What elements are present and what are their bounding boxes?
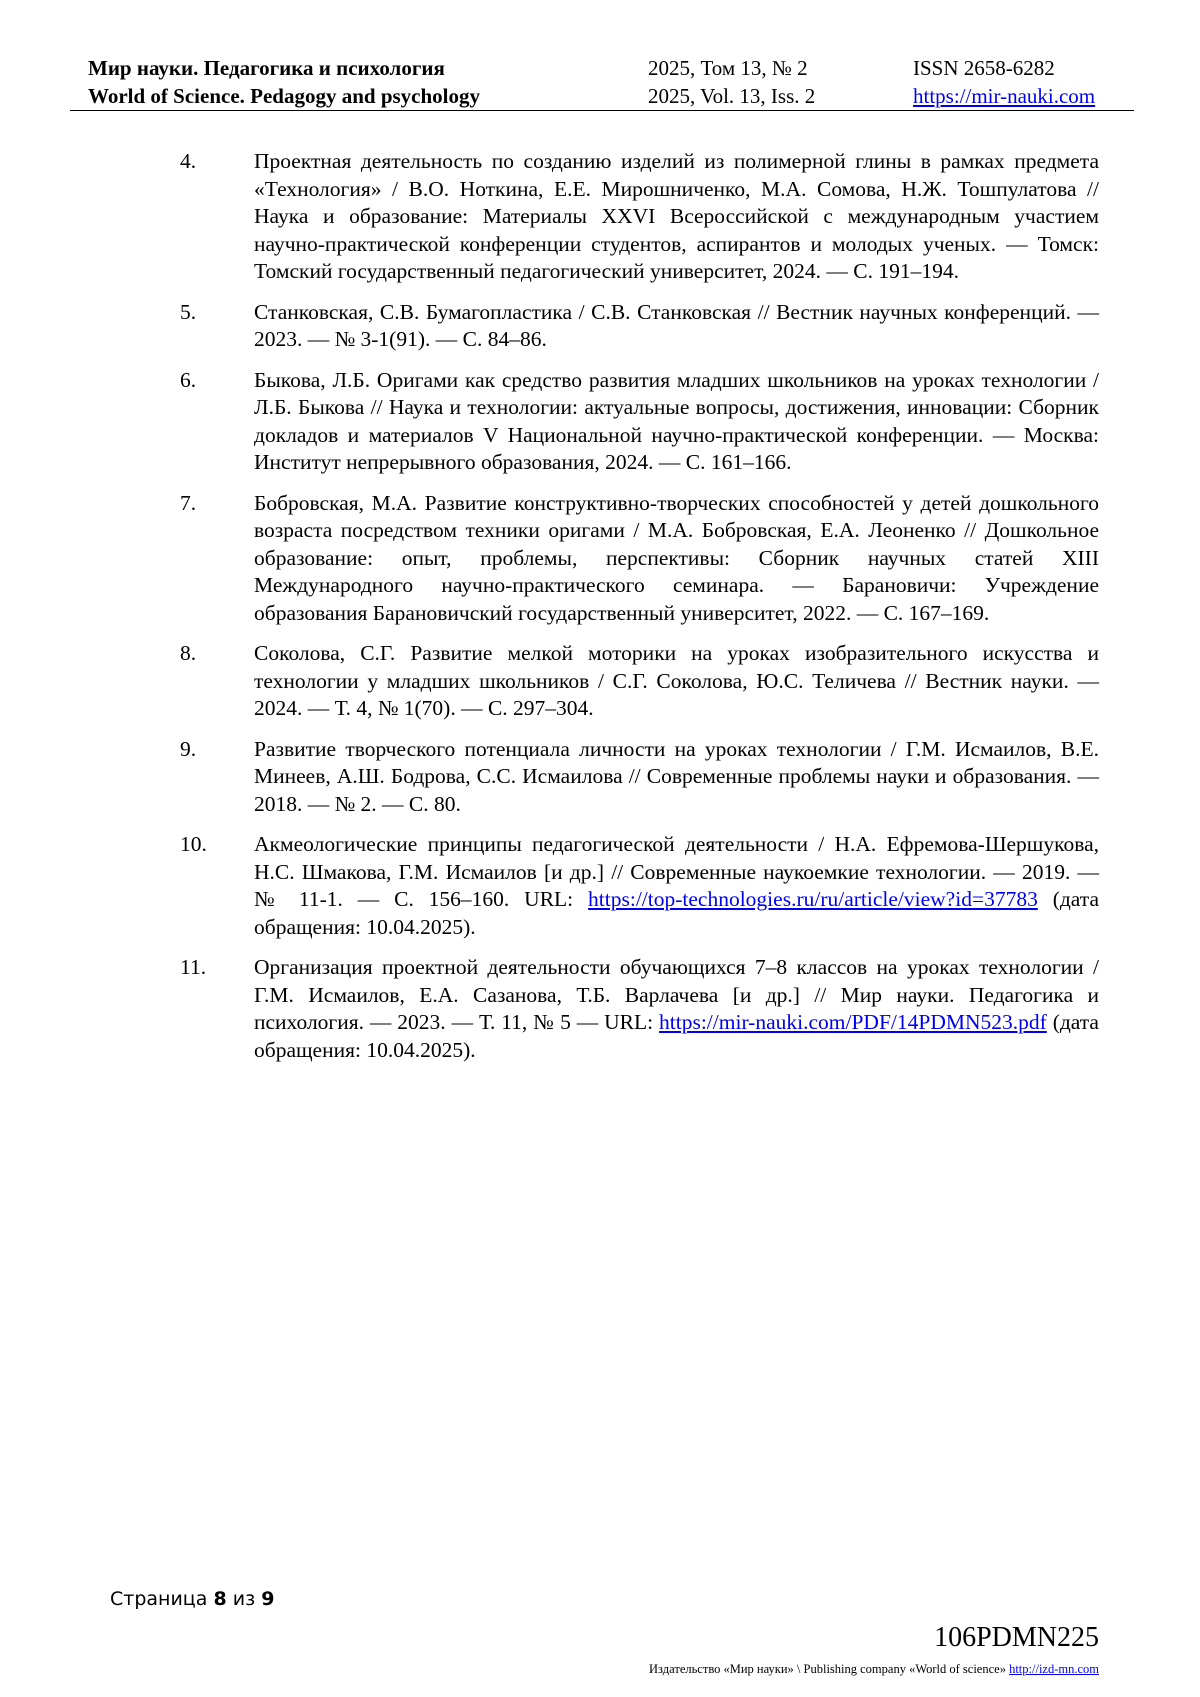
page-current: 8 [213,1588,227,1610]
reference-item [180,367,1099,477]
page-word: Страница [110,1588,208,1610]
reference-item [180,831,1099,941]
reference-text: Станковская, С.В. Бумагопластика / С.В. Станковская // Вестник научных конференций. — 2023. — № 3-1(91). — С. 84–86. [254,299,1099,351]
issn-block [913,54,1095,110]
reference-access-date: (дата обращения: 10.04.2025). [254,1010,1099,1062]
reference-item [180,954,1099,1064]
journal-title-ru: Мир науки. Педагогика и психология [88,56,445,80]
reference-item [180,148,1099,286]
reference-text: Соколова, С.Г. Развитие мелкой моторики на уроках изобразительного искусства и технологии у младших школьников / С.Г. Соколова, Ю.С. Теличева // Вестник науки. — 2024. — Т. 4, № 1(70). — С. 297–304. [254,641,1099,720]
reference-number: 6. [180,367,197,392]
running-header [70,52,1134,111]
reference-number: 8. [180,641,197,665]
reference-text: Организация проектной деятельности обучающихся 7–8 классов на уроках технологии / Г.М. Исмаилов, Е.А. Сазанова, Т.Б. Варлачева [и др.] // Мир науки. Педагогика и психология. — 2023. — Т. 11, № 5 — URL: [254,955,1099,1034]
page-counter [110,1588,274,1610]
publisher-line [649,1662,1099,1677]
reference-text: Развитие творческого потенциала личности на уроках технологии / Г.М. Исмаилов, В.Е. Минеев, А.Ш. Бодрова, С.С. Исмаилова // Современные проблемы науки и образования. — 2018. — № 2. — С. 80. [254,736,1099,816]
reference-number: 5. [180,299,197,324]
article-code: 106PDMN225 [934,1622,1099,1653]
journal-title-block [88,54,480,110]
issue-block [648,54,815,110]
reference-item [180,736,1099,819]
reference-number: 7. [180,490,197,515]
issue-en: 2025, Vol. 13, Iss. 2 [648,84,816,108]
reference-number: 11. [180,955,207,979]
journal-title-en: World of Science. Pedagogy and psychology [88,84,481,108]
reference-url-link[interactable]: https://top-technologies.ru/ru/article/view?id=37783 [588,887,1038,911]
publisher-text: Издательство «Мир науки» \ Publishing company «World of science» [649,1662,1010,1676]
page-of: из [232,1588,256,1610]
reference-text: Акмеологические принципы педагогической деятельности / Н.А. Ефремова-Шершукова, Н.С. Шмакова, Г.М. Исмаилов [и др.] // Современные наукоемкие технологии. — 2019. — № 11-1. — С. 156–160. URL: [254,832,1099,911]
issue-ru: 2025, Том 13, № 2 [648,56,808,80]
reference-number: 10. [180,832,207,856]
reference-text: Проектная деятельность по созданию изделий из полимерной глины в рамках предмета «Технология» / В.О. Ноткина, Е.Е. Мирошниченко, М.А. Сомова, Н.Ж. Тошпулатова // Наука и образование: Материалы XXVI Всероссийской с международным участием научно-практической конференции студентов, аспирантов и молодых ученых. — Томск: Томский государственный педагогический университет, 2024. — С. 191–194. [254,149,1099,283]
journal-site-link[interactable]: https://mir-nauki.com [913,84,1096,108]
page-total: 9 [261,1588,275,1610]
reference-text: Бобровская, М.А. Развитие конструктивно-творческих способностей у детей дошкольного возраста посредством техники оригами / М.А. Бобровская, Е.А. Леоненко // Дошкольное образование: опыт, проблемы, перспективы: Сборник научных статей XIII Международного научно-практического семинара. — Барановичи: Учреждение образования Барановичский государственный университет, 2022. — С. 167–169. [254,490,1099,625]
reference-item [180,490,1099,628]
reference-item [180,640,1099,723]
reference-number: 9. [180,736,197,761]
reference-list [180,148,1099,1077]
reference-text: Быкова, Л.Б. Оригами как средство развития младших школьников на уроках технологии / Л.Б. Быкова // Наука и технологии: актуальные вопросы, достижения, инновации: Сборник докладов и материалов V Национальной научно-практической конференции. — Москва: Институт непрерывного образования, 2024. — С. 161–166. [254,367,1099,474]
reference-url-link[interactable]: https://mir-nauki.com/PDF/14PDMN523.pdf [659,1010,1047,1034]
reference-item [180,299,1099,354]
publisher-link[interactable]: http://izd-mn.com [1009,1662,1099,1676]
reference-number: 4. [180,149,197,173]
issn: ISSN 2658-6282 [913,56,1055,80]
reference-access-date: (дата обращения: 10.04.2025). [254,887,1099,939]
